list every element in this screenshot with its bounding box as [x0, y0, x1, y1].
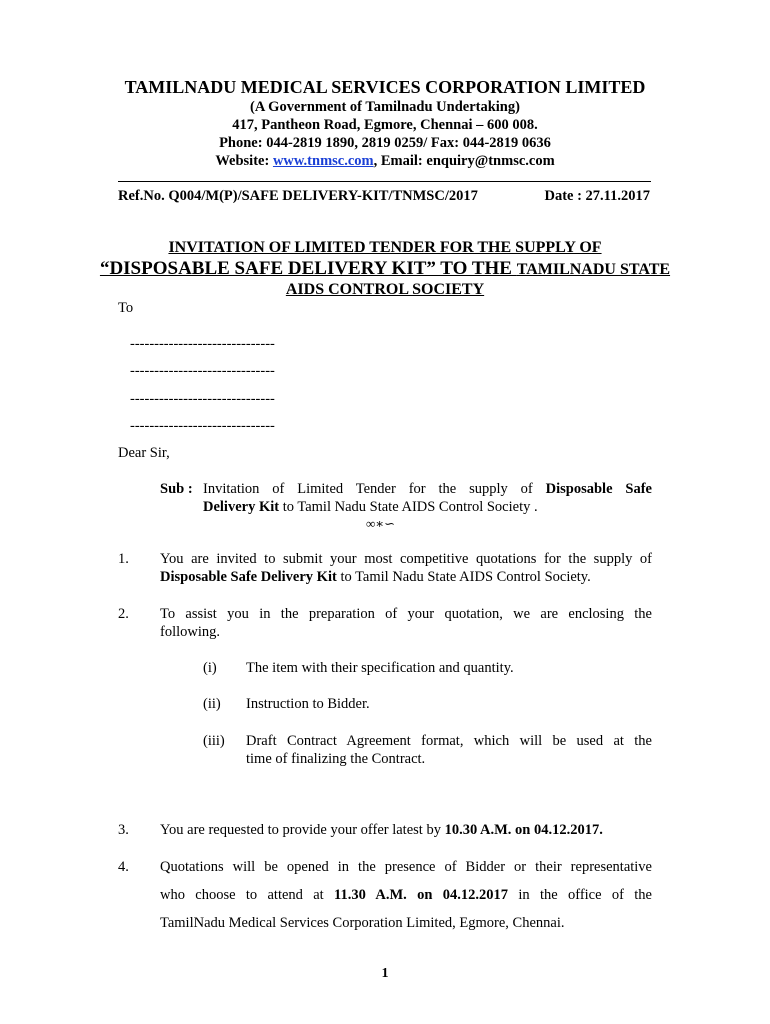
subject-ornament: ∞∗∽	[366, 516, 395, 531]
item-3-deadline: 10.30 A.M. on 04.12.2017.	[444, 822, 603, 838]
address-blank-2: ------------------------------	[130, 363, 275, 379]
item-number-2: 2.	[118, 606, 129, 622]
tender-title-line1: INVITATION OF LIMITED TENDER FOR THE SUPPLY OF	[168, 239, 602, 256]
organization-address: 417, Pantheon Road, Egmore, Chennai – 600 008.	[232, 117, 538, 133]
item-1-kit-name: Disposable Safe Delivery Kit	[160, 569, 337, 585]
enclosure-roman-1: (i)	[203, 660, 217, 676]
subject-recipient: to Tamil Nadu State AIDS Control Society .	[279, 499, 538, 515]
item-4-line1: Quotations will be opened in the presence of Bidder or their representative	[160, 859, 652, 875]
item-number-3: 3.	[118, 822, 129, 838]
item-3-line1	[160, 822, 603, 839]
enclosure-text-3-line2: time of finalizing the Contract.	[246, 751, 426, 767]
subject-item-name: Disposable Safe	[545, 481, 652, 497]
item-1-line1: You are invited to submit your most competitive quotations for the supply of	[160, 551, 652, 567]
subject-text: Invitation of Limited Tender for the supply of	[203, 481, 546, 497]
enclosure-text-3-line1: Draft Contract Agreement format, which will be used at the	[246, 733, 652, 749]
tender-title-state: TAMILNADU STATE	[516, 261, 671, 278]
enclosure-roman-3: (iii)	[203, 733, 225, 749]
item-4-line3: TamilNadu Medical Services Corporation Limited, Egmore, Chennai.	[160, 915, 565, 931]
enclosure-text-1: The item with their specification and quantity.	[246, 660, 514, 676]
subject-label: Sub :	[160, 481, 193, 497]
organization-name: TAMILNADU MEDICAL SERVICES CORPORATION LIMITED	[124, 77, 646, 97]
item-4-opening-time: 11.30 A.M. on 04.12.2017	[334, 887, 509, 903]
address-blank-1: ------------------------------	[130, 336, 275, 352]
to-label: To	[118, 300, 134, 316]
subject-line1	[203, 481, 652, 498]
organization-subtitle: (A Government of Tamilnadu Undertaking)	[250, 99, 520, 115]
item-2-line1: To assist you in the preparation of your quotation, we are enclosing the	[160, 606, 652, 622]
enclosure-roman-2: (ii)	[203, 696, 221, 712]
page-number: 1	[381, 966, 389, 981]
reference-number: Ref.No. Q004/M(P)/SAFE DELIVERY-KIT/TNMSC/2017	[118, 188, 478, 204]
email-text: , Email: enquiry@tnmsc.com	[373, 153, 555, 169]
header-divider	[118, 181, 651, 182]
item-3-text: You are requested to provide your offer latest by	[160, 822, 445, 838]
address-blank-4: ------------------------------	[130, 418, 275, 434]
item-4-text-cont: in the office of the	[508, 887, 652, 903]
tender-title-kit: “DISPOSABLE SAFE DELIVERY KIT” TO THE	[99, 258, 517, 279]
subject-line2	[203, 499, 538, 516]
address-blank-3: ------------------------------	[130, 391, 275, 407]
item-4-line2	[160, 887, 652, 904]
item-number-4: 4.	[118, 859, 129, 875]
tender-title-line3: AIDS CONTROL SOCIETY	[285, 281, 485, 298]
website-label: Website:	[215, 153, 273, 169]
salutation: Dear Sir,	[118, 445, 170, 461]
item-1-recipient: to Tamil Nadu State AIDS Control Society.	[336, 569, 591, 585]
item-4-text: who choose to attend at	[160, 887, 335, 903]
item-1-line2	[160, 569, 591, 586]
item-2-line2: following.	[160, 624, 221, 640]
organization-contact	[0, 153, 770, 170]
tender-title-line2	[0, 258, 770, 280]
reference-date: Date : 27.11.2017	[544, 188, 650, 204]
website-link[interactable]: www.tnmsc.com	[272, 153, 374, 169]
subject-item-name-cont: Delivery Kit	[203, 499, 280, 515]
enclosure-text-2: Instruction to Bidder.	[246, 696, 370, 712]
organization-phone: Phone: 044-2819 1890, 2819 0259/ Fax: 044-2819 0636	[219, 135, 551, 151]
item-number-1: 1.	[118, 551, 129, 567]
